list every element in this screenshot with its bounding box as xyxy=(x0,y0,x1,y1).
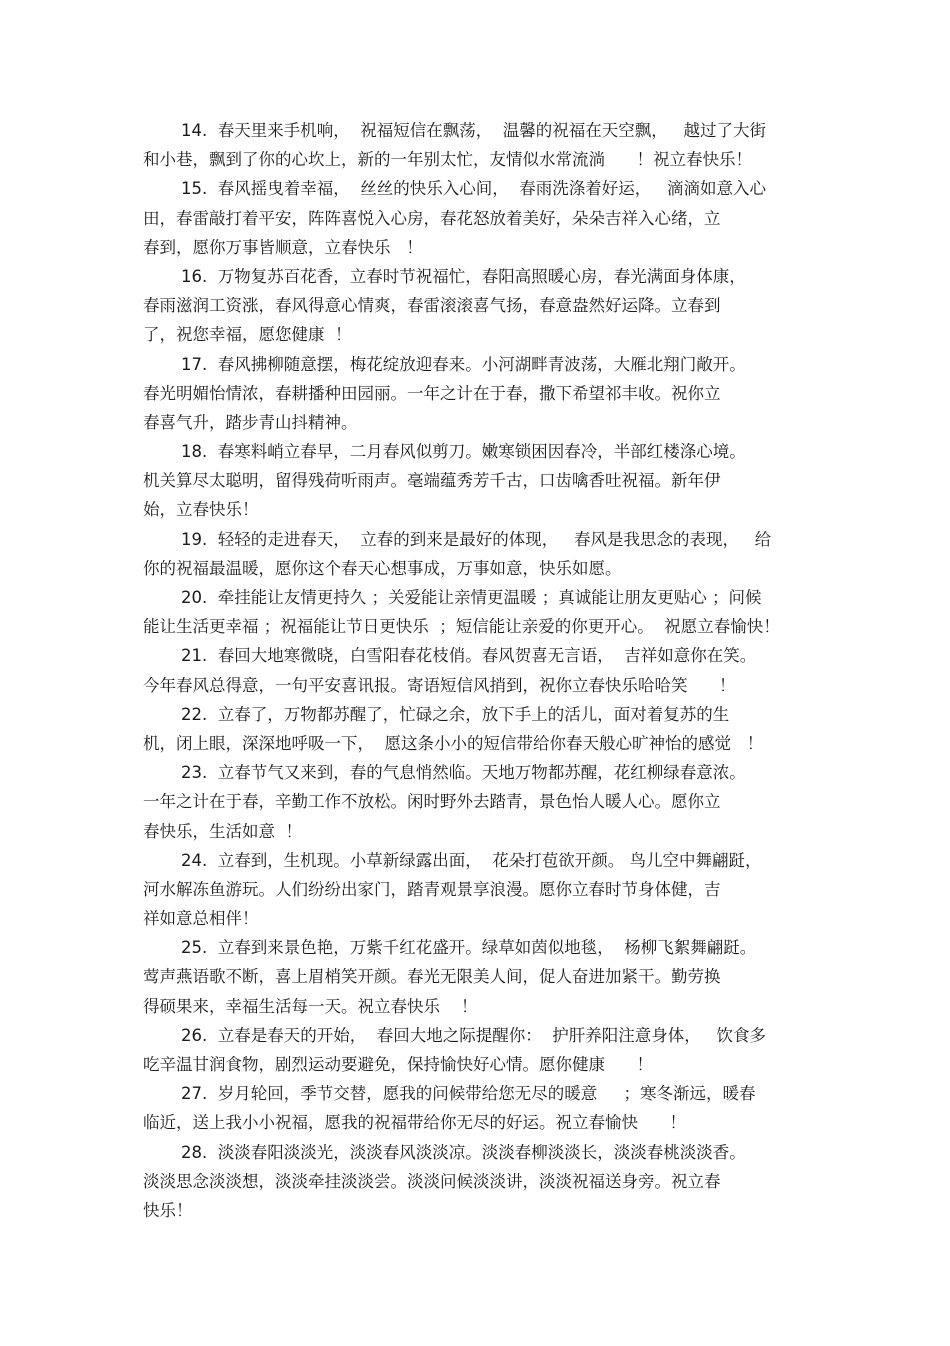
paragraph-23 xyxy=(143,758,823,846)
paragraph-text: 春光明媚怡情浓，春耕播种田园丽。一年之计在于春，撒下希望祁丰收。祝你立 xyxy=(143,383,721,403)
paragraph-text: 你的祝福最温暖，愿你这个春天心想事成，万事如意，快乐如愿。 xyxy=(143,558,622,578)
paragraph-28 xyxy=(143,1138,823,1226)
paragraph-line xyxy=(143,1196,823,1225)
paragraph-text: 立春节气又来到，春的气息悄然临。天地万物都苏醒，花红柳绿春意浓。 xyxy=(217,763,746,783)
paragraph-line xyxy=(143,466,823,495)
paragraph-text: 快乐！ xyxy=(143,1200,193,1220)
paragraph-text: 春雨滋润工资涨，春风得意心情爽，春雷滚滚喜气扬，春意盎然好运降。立春到 xyxy=(143,296,721,316)
paragraph-number: 15. xyxy=(181,179,208,199)
paragraph-first-line xyxy=(143,1021,823,1050)
paragraph-first-line xyxy=(143,262,823,291)
paragraph-number: 21. xyxy=(181,646,208,666)
paragraph-text: 牵挂能让友情更持久 ；关爱能让亲情更温暖 ；真诚能让朋友更贴心 ；问候 xyxy=(217,588,762,607)
paragraph-24 xyxy=(143,846,823,934)
paragraph-line xyxy=(143,787,823,816)
paragraph-text: 一年之计在于春，辛勤工作不放松。闲时野外去踏青，景色怡人暖人心。愿你立 xyxy=(143,792,721,812)
paragraph-text: 立春到来景色艳，万紫千红花盛开。绿草如茵似地毯， 杨柳飞絮舞翩跹。 xyxy=(217,938,757,958)
paragraph-text: 春天里来手机响， 祝福短信在飘荡， 温馨的祝福在天空飘， 越过了大街 xyxy=(217,121,766,140)
paragraph-number: 24. xyxy=(181,850,208,870)
paragraph-text: 立春是春天的开始， 春回大地之际提醒你： 护肝养阳注意身体， 饮食多 xyxy=(217,1025,766,1045)
paragraph-first-line xyxy=(143,758,823,787)
paragraph-text: 轻轻的走进春天， 立春的到来是最好的体现， 春风是我思念的表现， 给 xyxy=(217,529,772,549)
paragraph-number: 16. xyxy=(181,266,208,286)
paragraph-first-line xyxy=(143,174,823,203)
paragraph-19 xyxy=(143,525,823,583)
paragraph-14 xyxy=(143,116,823,174)
paragraph-text: 立春到，生机现。小草新绿露出面， 花朵打苞欲开颜。 鸟儿空中舞翩跹， xyxy=(217,850,762,870)
paragraph-26 xyxy=(143,1021,823,1079)
paragraph-line xyxy=(143,612,823,641)
paragraph-text: 了，祝您幸福，愿您健康 ！ xyxy=(143,325,352,345)
paragraph-first-line xyxy=(143,933,823,962)
paragraph-text: 河水解冻鱼游玩。人们纷纷出家门，踏青观景享浪漫。愿你立春时节身体健，吉 xyxy=(143,879,721,899)
paragraph-line xyxy=(143,145,823,174)
paragraph-text: 临近，送上我小小祝福，愿我的祝福带给你无尽的好运。祝立春愉快 ！ xyxy=(143,1113,686,1133)
paragraph-15 xyxy=(143,174,823,262)
paragraph-line xyxy=(143,320,823,349)
paragraph-line xyxy=(143,408,823,437)
paragraph-number: 25. xyxy=(181,938,208,958)
paragraph-text: 始，立春快乐！ xyxy=(143,500,259,520)
paragraph-line xyxy=(143,495,823,524)
paragraph-first-line xyxy=(143,641,823,670)
paragraph-line xyxy=(143,992,823,1021)
paragraph-line xyxy=(143,1050,823,1079)
paragraph-27 xyxy=(143,1079,823,1137)
paragraph-text: 春喜气升，踏步青山抖精神。 xyxy=(143,412,358,432)
paragraph-number: 18. xyxy=(181,442,208,462)
paragraph-text: 立春了，万物都苏醒了，忙碌之余，放下手上的活儿，面对着复苏的生 xyxy=(217,704,730,724)
paragraph-text: 祥如意总相伴！ xyxy=(143,909,259,929)
paragraph-text: 春快乐，生活如意 ！ xyxy=(143,821,302,841)
paragraph-text: 春到，愿你万事皆顺意，立春快乐 ！ xyxy=(143,237,423,257)
paragraph-text: 春风摇曳着幸福， 丝丝的快乐入心间， 春雨洗涤着好运， 滴滴如意入心 xyxy=(217,179,766,199)
paragraph-text: 春风拂柳随意摆，梅花绽放迎春来。小河湖畔青波荡，大雁北翔门敞开。 xyxy=(217,354,746,374)
paragraph-number: 22. xyxy=(181,704,208,724)
paragraph-text: 春寒料峭立春早，二月春风似剪刀。嫩寒锁困因春冷，半部红楼涤心境。 xyxy=(217,442,746,462)
paragraph-22 xyxy=(143,700,823,758)
paragraph-line xyxy=(143,729,823,758)
paragraph-first-line xyxy=(143,1138,823,1167)
paragraph-line xyxy=(143,233,823,262)
paragraph-text: 机，闭上眼，深深地呼吸一下， 愿这条小小的短信带给你春天般心旷神怡的感觉 ！ xyxy=(143,733,764,753)
paragraph-line xyxy=(143,671,823,700)
paragraph-number: 27. xyxy=(181,1084,208,1104)
paragraph-number: 26. xyxy=(181,1025,208,1045)
paragraph-text: 淡淡思念淡淡想，淡淡牵挂淡淡尝。淡淡问候淡淡讲，淡淡祝福送身旁。祝立春 xyxy=(143,1171,721,1191)
paragraph-line xyxy=(143,875,823,904)
paragraph-number: 17. xyxy=(181,354,208,374)
paragraph-text: 万物复苏百花香，立春时节祝福忙，春阳高照暖心房，春光满面身体康， xyxy=(217,266,746,286)
paragraph-first-line xyxy=(143,525,823,554)
paragraph-text: 今年春风总得意，一句平安喜讯报。寄语短信风捎到，祝你立春快乐哈哈笑 ！ xyxy=(143,675,736,695)
paragraph-line xyxy=(143,291,823,320)
paragraph-line xyxy=(143,904,823,933)
paragraph-line xyxy=(143,1108,823,1137)
paragraph-text: 能让生活更幸福 ；祝福能让节日更快乐 ；短信能让亲爱的你更开心。 祝愿立春愉快！ xyxy=(143,617,780,637)
paragraph-text: 春回大地寒微晓，白雪阳春花枝俏。春风贺喜无言语， 吉祥如意你在笑。 xyxy=(217,646,757,666)
paragraph-17 xyxy=(143,350,823,438)
paragraph-first-line xyxy=(143,700,823,729)
paragraph-text: 和小巷，飘到了你的心坎上，新的一年别太忙，友情似水常流淌 ！祝立春快乐！ xyxy=(143,150,752,170)
paragraph-text: 岁月轮回，季节交替，愿我的问候带给您无尽的暖意 ；寒冬渐远，暖春 xyxy=(217,1084,756,1104)
paragraph-first-line xyxy=(143,846,823,875)
paragraph-16 xyxy=(143,262,823,350)
paragraph-number: 28. xyxy=(181,1142,208,1162)
paragraph-text: 莺声燕语歌不断，喜上眉梢笑开颜。春光无限美人间，促人奋进加紧干。勤劳换 xyxy=(143,967,721,987)
document-body xyxy=(143,116,823,1225)
paragraph-text: 吃辛温甘润食物，剧烈运动要避免，保持愉快好心情。愿你健康 ！ xyxy=(143,1055,653,1074)
paragraph-line xyxy=(143,962,823,991)
paragraph-21 xyxy=(143,641,823,699)
paragraph-line xyxy=(143,1167,823,1196)
paragraph-number: 14. xyxy=(181,121,208,140)
paragraph-number: 19. xyxy=(181,529,208,549)
paragraph-text: 得硕果来，幸福生活每一天。祝立春快乐 ！ xyxy=(143,996,478,1016)
paragraph-first-line xyxy=(143,350,823,379)
paragraph-first-line xyxy=(143,116,823,145)
paragraph-20 xyxy=(143,583,823,641)
paragraph-text: 机关算尽太聪明，留得残荷听雨声。毫端蕴秀芳千古，口齿噙香吐祝福。新年伊 xyxy=(143,471,721,491)
paragraph-line xyxy=(143,817,823,846)
paragraph-line xyxy=(143,379,823,408)
paragraph-18 xyxy=(143,437,823,525)
paragraph-text: 淡淡春阳淡淡光，淡淡春风淡淡凉。淡淡春柳淡淡长，淡淡春桃淡淡香。 xyxy=(217,1142,746,1162)
paragraph-25 xyxy=(143,933,823,1021)
paragraph-number: 23. xyxy=(181,763,208,783)
paragraph-first-line xyxy=(143,437,823,466)
paragraph-first-line xyxy=(143,583,823,612)
paragraph-text: 田，春雷敲打着平安，阵阵喜悦入心房，春花怒放着美好，朵朵吉祥入心绪，立 xyxy=(143,208,721,228)
paragraph-line xyxy=(143,554,823,583)
paragraph-number: 20. xyxy=(181,588,208,607)
paragraph-line xyxy=(143,204,823,233)
paragraph-first-line xyxy=(143,1079,823,1108)
